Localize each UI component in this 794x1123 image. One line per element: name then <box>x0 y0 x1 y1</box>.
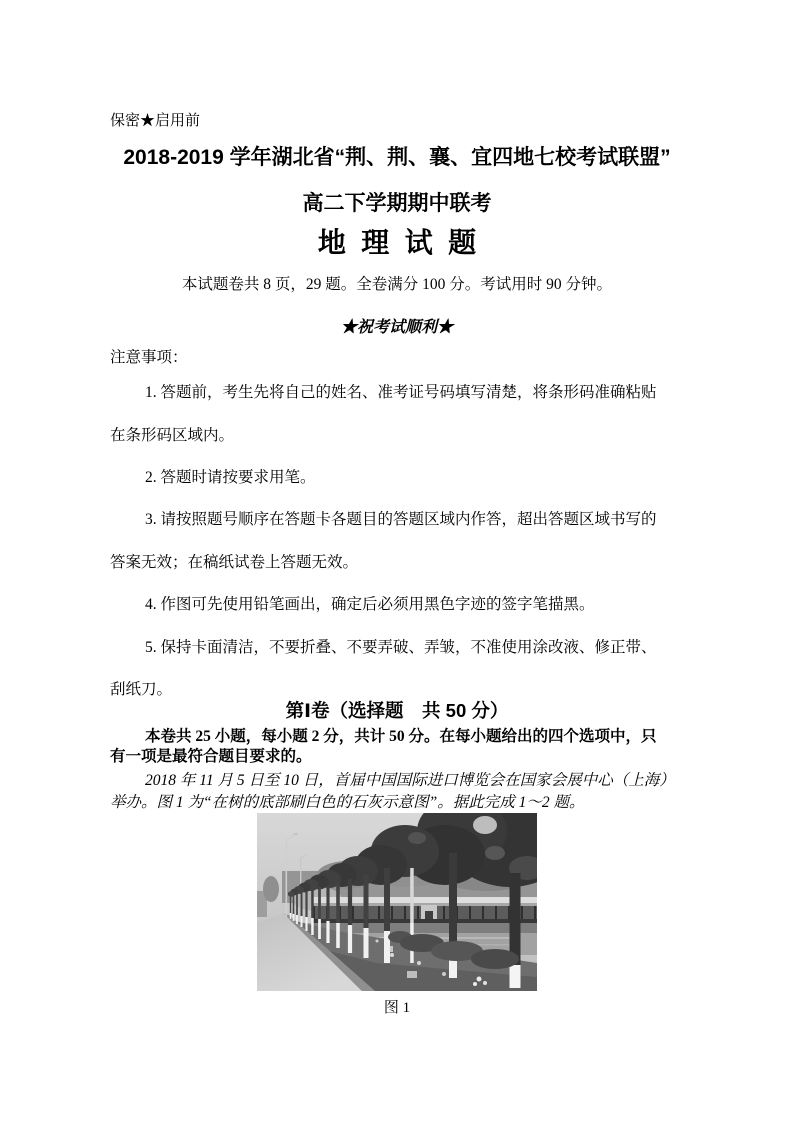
notice-item-2: 2. 答题时请按要求用笔。 <box>145 469 316 486</box>
subject-title: 地理试题 <box>317 227 492 258</box>
notice-item-4: 4. 作图可先使用铅笔画出，确定后必须用黑色字迹的签字笔描黑。 <box>145 596 595 613</box>
section1-heading: 第Ⅰ卷（选择题 共 50 分） <box>285 700 509 721</box>
notice-item-5-line-2: 刮纸刀。 <box>110 681 173 698</box>
figure1-caption: 图 1 <box>383 1000 411 1016</box>
figure1-photo <box>257 813 537 991</box>
exam-title-line2: 高二下学期期中联考 <box>302 192 492 215</box>
notice-heading: 注意事项： <box>110 349 188 366</box>
section1-intro-line-2: 有一项是最符合题目要求的。 <box>110 748 312 765</box>
notice-item-3-line-2: 答案无效；在稿纸试卷上答题无效。 <box>110 554 359 571</box>
exam-wish: ★祝考试顺利★ <box>340 319 453 336</box>
notice-item-1-line-2: 在条形码区域内。 <box>110 427 235 444</box>
confidential-notice: 保密★启用前 <box>110 113 201 129</box>
notice-item-1-line-1: 1. 答题前，考生先将自己的姓名、准考证号码填写清楚，将条形码准确粘贴 <box>145 384 657 401</box>
exam-title-line1: 2018-2019 学年湖北省“荆、荆、襄、宜四地七校考试联盟” <box>123 146 671 169</box>
whitewashed-trees-photo <box>257 813 537 991</box>
section1-intro-line-1: 本卷共 25 小题，每小题 2 分，共计 50 分。在每小题给出的四个选项中，只 <box>145 728 657 745</box>
passage-line-1: 2018 年 11 月 5 日至 10 日，首届中国国际进口博览会在国家会展中心（上海） <box>145 772 675 789</box>
passage-line-2: 举办。图 1 为“在树的底部刷白色的石灰示意图”。据此完成 1～2 题。 <box>110 794 585 811</box>
notice-item-3-line-1: 3. 请按照题号顺序在答题卡各题目的答题区域内作答，超出答题区域书写的 <box>145 511 657 528</box>
paper-info: 本试题卷共 8 页，29 题。全卷满分 100 分。考试用时 90 分钟。 <box>181 276 613 293</box>
notice-item-5-line-1: 5. 保持卡面清洁，不要折叠、不要弄破、弄皱，不准使用涂改液、修正带、 <box>145 639 657 656</box>
